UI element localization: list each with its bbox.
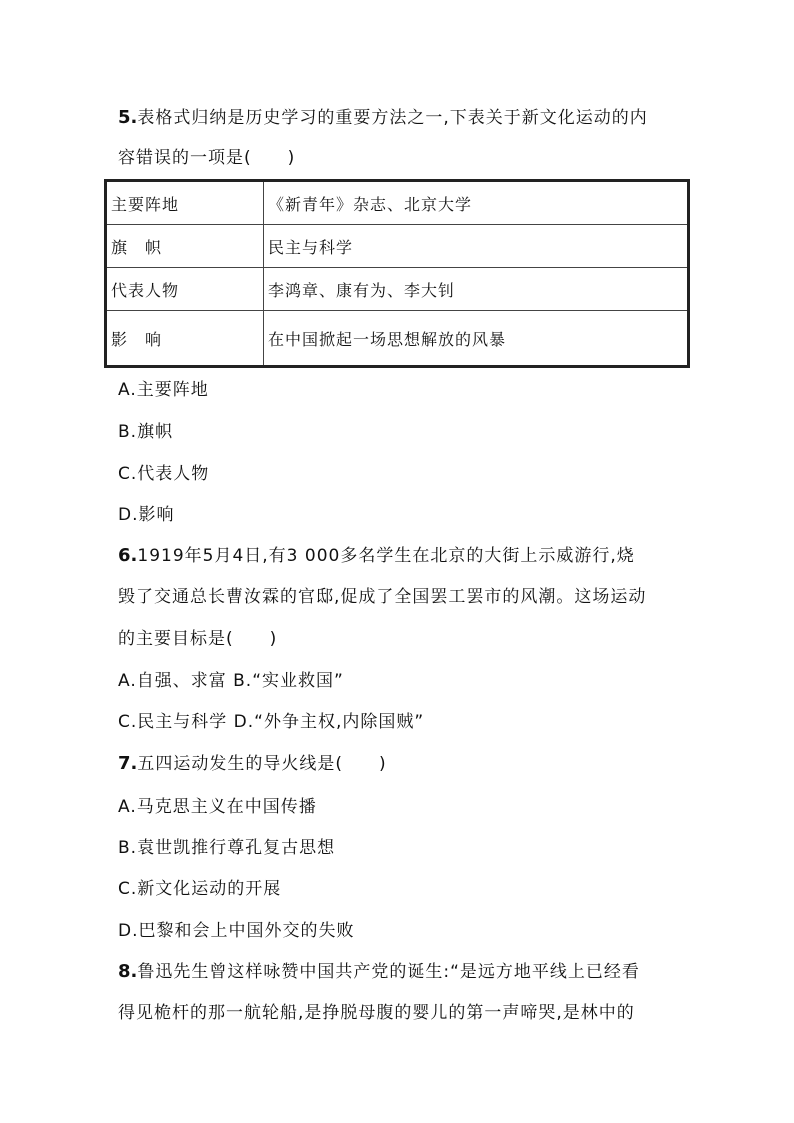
q5-number: 5. — [118, 107, 138, 128]
table-key: 影 响 — [106, 311, 264, 367]
q7-stem-text: 五四运动发生的导火线是( ) — [137, 754, 387, 774]
q6-stem-line1 — [118, 544, 635, 568]
q6-stem-text1: 1919年5月4日,有3 000多名学生在北京的大街上示威游行,烧 — [137, 546, 635, 566]
q5-table — [104, 179, 690, 368]
q5-option-a[interactable]: A.主要阵地 — [118, 380, 209, 400]
q7-option-b[interactable]: B.袁世凯推行尊孔复古思想 — [118, 838, 336, 858]
q8-number: 8. — [118, 961, 138, 982]
q6-stem-line2: 毁了交通总长曹汝霖的官邸,促成了全国罢工罢市的风潮。这场运动 — [118, 587, 647, 607]
q5-stem-line1 — [118, 106, 648, 130]
table-row — [106, 311, 689, 367]
table-value: 李鸿章、康有为、李大钊 — [264, 268, 689, 311]
table-value: 民主与科学 — [264, 225, 689, 268]
q7-option-d[interactable]: D.巴黎和会上中国外交的失败 — [118, 921, 355, 941]
q8-stem-line2: 得见桅杆的那一航轮船,是挣脱母腹的婴儿的第一声啼哭,是林中的 — [118, 1003, 635, 1023]
q6-options-ab[interactable]: A.自强、求富 B.“实业救国” — [118, 671, 344, 691]
table-value: 在中国掀起一场思想解放的风暴 — [264, 311, 689, 367]
q5-stem-text1: 表格式归纳是历史学习的重要方法之一,下表关于新文化运动的内 — [137, 108, 648, 128]
table-key: 主要阵地 — [106, 181, 264, 225]
q5-option-b[interactable]: B.旗帜 — [118, 422, 174, 442]
q6-stem-line3: 的主要目标是( ) — [118, 629, 278, 649]
q8-stem-line1 — [118, 960, 640, 984]
q5-option-d[interactable]: D.影响 — [118, 505, 175, 525]
table-row — [106, 268, 689, 311]
q5-option-c[interactable]: C.代表人物 — [118, 464, 210, 484]
q6-number: 6. — [118, 545, 138, 566]
table-key: 旗 帜 — [106, 225, 264, 268]
q7-option-c[interactable]: C.新文化运动的开展 — [118, 879, 282, 899]
q6-options-cd[interactable]: C.民主与科学 D.“外争主权,内除国贼” — [118, 712, 425, 732]
q7-stem — [118, 752, 387, 776]
q8-stem-text1: 鲁迅先生曾这样咏赞中国共产党的诞生:“是远方地平线上已经看 — [137, 962, 640, 982]
table-row — [106, 225, 689, 268]
q7-option-a[interactable]: A.马克思主义在中国传播 — [118, 797, 317, 817]
q7-number: 7. — [118, 753, 138, 774]
table-value: 《新青年》杂志、北京大学 — [264, 181, 689, 225]
q5-stem-line2: 容错误的一项是( ) — [118, 148, 296, 168]
table-key: 代表人物 — [106, 268, 264, 311]
table-row — [106, 181, 689, 225]
